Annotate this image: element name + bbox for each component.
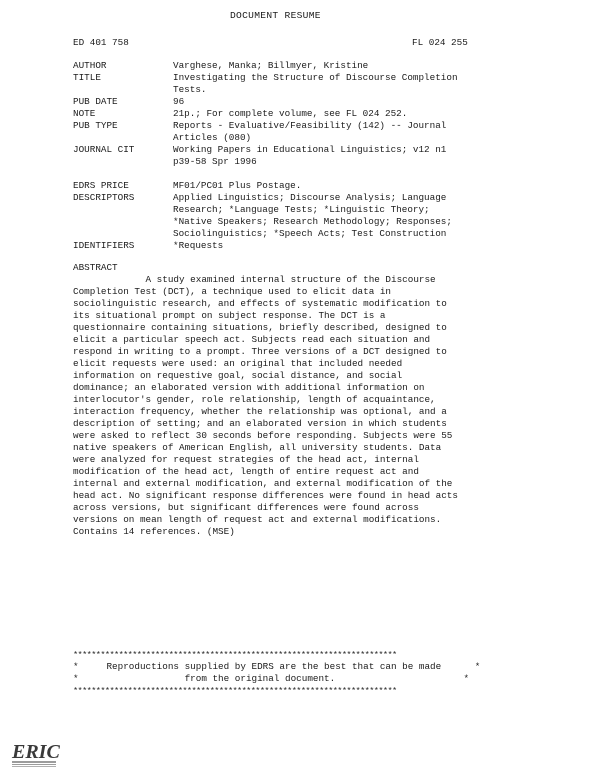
footer-border-bottom: *********************************************************************** [73,686,397,696]
field-value: MF01/PC01 Plus Postage. [173,180,302,191]
field-author [73,60,533,72]
field-label: PUB DATE [73,96,118,107]
field-label: TITLE [73,72,101,83]
field-value: 21p.; For complete volume, see FL 024 252. [173,108,408,119]
field-identifiers [73,240,533,252]
field-value: Applied Linguistics; Discourse Analysis; Language Research; *Language Tests; *Linguistic Theory; *Native Speakers; Research Methodology; Responses; Sociolinguistics; *Speech Acts; Test Construction [173,192,452,239]
field-value: Working Papers in Educational Linguistics; v12 n1 p39-58 Spr 1996 [173,144,447,167]
field-value: Investigating the Structure of Discourse Completion Tests. [173,72,458,95]
field-value: Varghese, Manka; Billmyer, Kristine [173,60,369,71]
field-label: EDRS PRICE [73,180,129,191]
descriptor-fields [73,180,533,252]
field-value: 96 [173,96,185,107]
field-value: Reports - Evaluative/Feasibility (142) -- Journal Articles (080) [173,120,447,143]
document-title: DOCUMENT RESUME [230,10,321,21]
field-label: IDENTIFIERS [73,240,135,251]
field-label: AUTHOR [73,60,107,71]
footer-border-top: *********************************************************************** [73,650,397,660]
field-value: *Requests [173,240,224,251]
field-pub-type [73,120,533,144]
field-note [73,108,533,120]
abstract-body: A study examined internal structure of the Discourse Completion Test (DCT), a technique used to elicit data in sociolinguistic research, and effects of systematic modification to its situational prompt on subject response. The DCT is a questionnaire containing situations, briefly described, designed to elicit a particular speech act. Subjects read each situation and respond in writing to a prompt. Three versions of a DCT designed to elicit requests were used: an original that included needed information on requestive goal, social distance, and social dominance; an elaborated version with additional information on interlocutor's gender, role relationship, length of acquaintance, interaction frequency, whether the relationship was optional, and a description of setting; and an elaborated version in which students were asked to reflect 30 seconds before responding. Subjects were 55 native speakers of American English, all university students. Data were analyzed for request strategies of the head act, internal modification of the head act, length of entire request act and internal and external modification, and external modification of the head act. No significant response differences were found in head acts across versions, but significant differences were found across versions on mean length of request act and external modifications. Contains 14 references. (MSE) [73,274,458,537]
field-edrs-price [73,180,533,192]
ed-number: ED 401 758 [73,37,129,48]
field-label: NOTE [73,108,96,119]
fl-number: FL 024 255 [412,37,468,48]
field-pub-date [73,96,533,108]
field-label: PUB TYPE [73,120,118,131]
eric-logo-text: ERIC [12,741,60,763]
eric-logo-icon [10,736,60,770]
field-journal-cit [73,144,533,168]
field-label: JOURNAL CIT [73,144,135,155]
abstract-heading: ABSTRACT [73,262,118,273]
reproduction-notice-line-1: * Reproductions supplied by EDRS are the best that can be made * [73,661,481,672]
field-title [73,72,533,96]
field-descriptors [73,192,533,240]
metadata-fields [73,60,533,168]
reproduction-notice-line-2: * from the original document. * [73,673,470,684]
field-label: DESCRIPTORS [73,192,135,203]
